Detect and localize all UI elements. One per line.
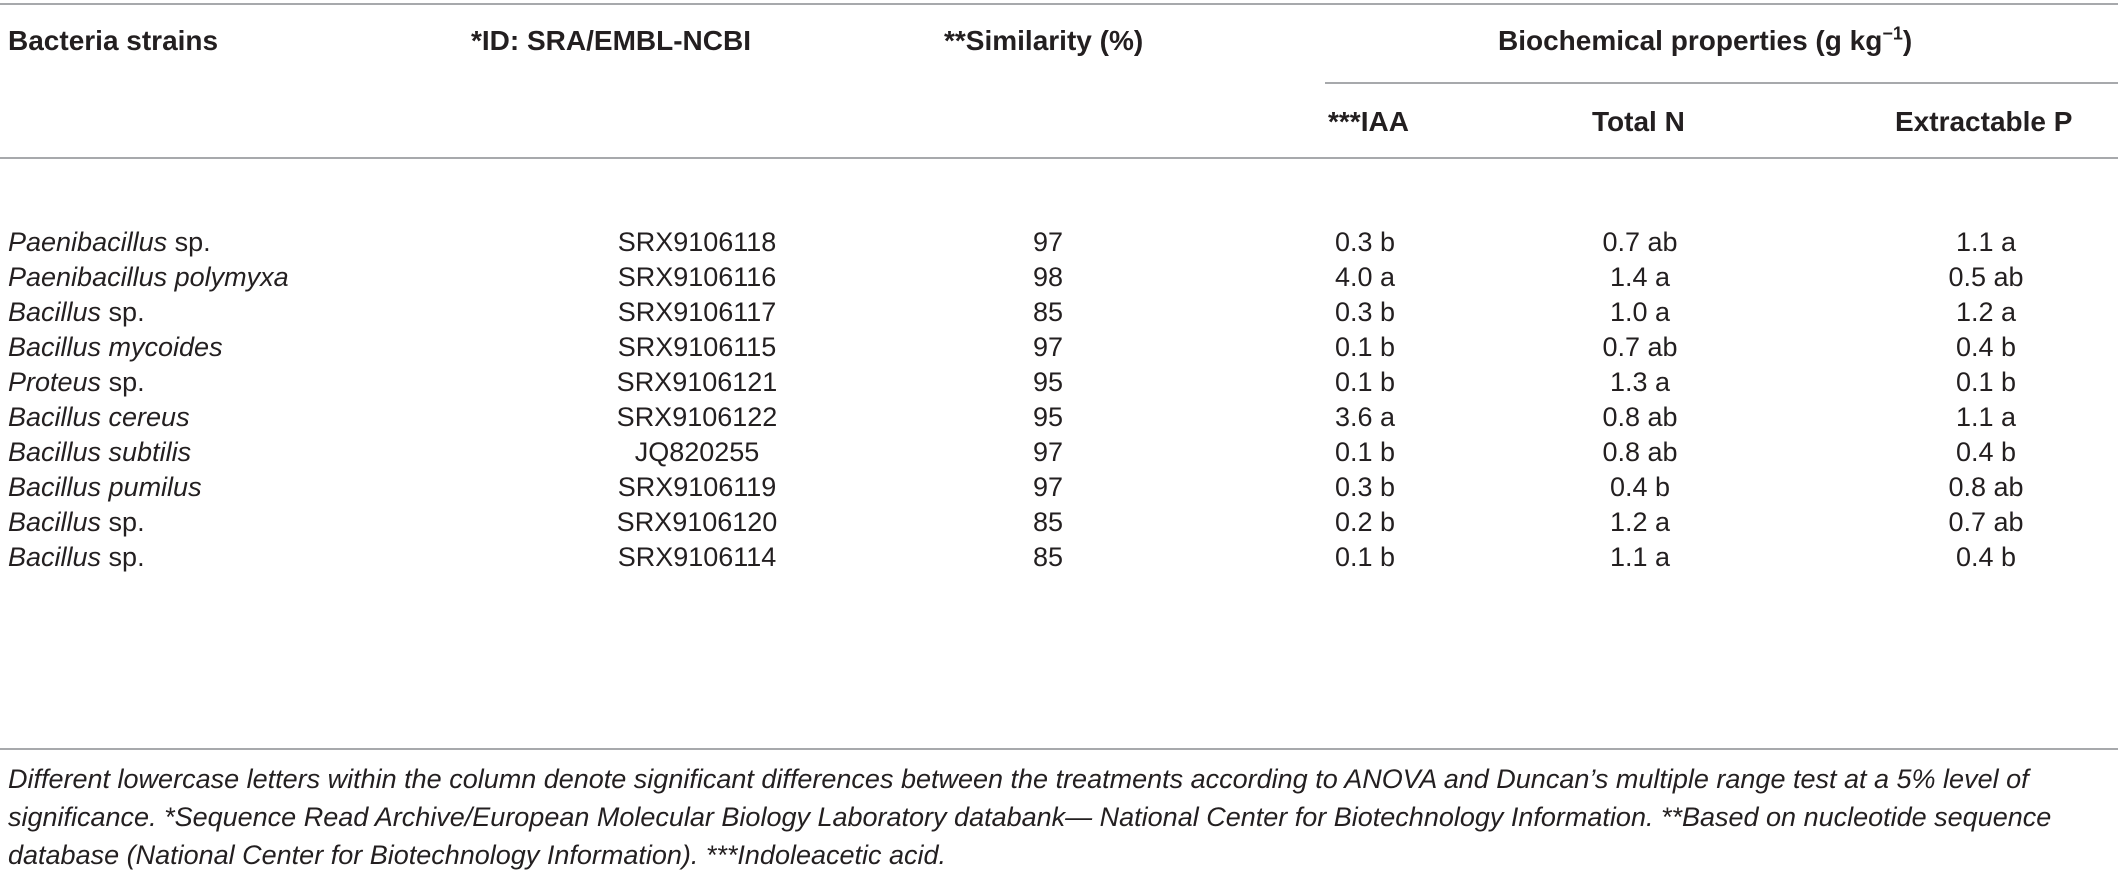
cell-id: SRX9106115 [617, 332, 777, 362]
strain-name [8, 435, 191, 469]
strain-genus: Bacillus cereus [8, 402, 190, 432]
strain-name [8, 365, 145, 399]
cell-total-n: 0.7 ab [1602, 227, 1678, 257]
cell-similarity: 98 [1032, 262, 1064, 292]
cell-id: SRX9106120 [616, 507, 778, 537]
cell-iaa: 4.0 a [1334, 262, 1396, 292]
biochem-label: Biochemical properties (g kg [1498, 25, 1883, 56]
biochem-close: ) [1902, 25, 1913, 56]
cell-extractable-p: 0.8 ab [1948, 472, 2024, 502]
cell-iaa: 3.6 a [1334, 402, 1396, 432]
cell-iaa: 0.1 b [1334, 542, 1396, 572]
strain-genus: Bacillus subtilis [8, 437, 192, 467]
strain-name [8, 295, 145, 329]
cell-extractable-p: 0.4 b [1955, 542, 2017, 572]
strain-genus: Bacillus mycoides [8, 332, 223, 362]
strain-name [8, 225, 211, 259]
header-iaa: ***IAA [1328, 106, 1409, 137]
cell-id: JQ820255 [634, 437, 760, 467]
cell-total-n: 0.4 b [1609, 472, 1671, 502]
cell-similarity: 97 [1032, 437, 1064, 467]
strain-genus: Paenibacillus [8, 227, 168, 257]
cell-id: SRX9106118 [617, 227, 777, 257]
top-rule [0, 3, 2118, 5]
cell-similarity: 85 [1032, 542, 1064, 572]
header-bottom-rule [0, 157, 2118, 159]
cell-iaa: 0.3 b [1334, 227, 1396, 257]
strain-species: sp. [167, 227, 211, 257]
cell-extractable-p: 1.2 a [1955, 297, 2017, 327]
cell-iaa: 0.1 b [1334, 437, 1396, 467]
cell-total-n: 1.1 a [1609, 542, 1671, 572]
cell-total-n: 1.3 a [1609, 367, 1671, 397]
cell-total-n: 1.4 a [1609, 262, 1671, 292]
cell-similarity: 95 [1032, 402, 1064, 432]
cell-extractable-p: 1.1 a [1955, 227, 2017, 257]
strain-name [8, 540, 145, 574]
cell-extractable-p: 0.4 b [1955, 437, 2017, 467]
strain-name [8, 330, 223, 364]
cell-similarity: 95 [1032, 367, 1064, 397]
cell-similarity: 85 [1032, 297, 1064, 327]
header-id: *ID: SRA/EMBL-NCBI [471, 25, 751, 56]
cell-iaa: 0.2 b [1334, 507, 1396, 537]
cell-iaa: 0.1 b [1334, 367, 1396, 397]
cell-iaa: 0.3 b [1334, 472, 1396, 502]
cell-extractable-p: 0.1 b [1955, 367, 2017, 397]
header-bacteria-strains: Bacteria strains [8, 25, 219, 56]
strain-name [8, 400, 190, 434]
cell-extractable-p: 0.7 ab [1948, 507, 2024, 537]
strain-genus: Paenibacillus polymyxa [8, 262, 289, 292]
table-bottom-rule [0, 748, 2118, 750]
cell-extractable-p: 1.1 a [1955, 402, 2017, 432]
strain-name [8, 505, 145, 539]
strain-genus: Bacillus [8, 297, 102, 327]
strain-species: sp. [101, 297, 145, 327]
strain-species: sp. [101, 367, 145, 397]
cell-total-n: 0.7 ab [1602, 332, 1678, 362]
table-footnote: Different lowercase letters within the column denote significant differences between the treatments according to ANOVA and Duncan’s multiple range test at a 5% level of significance. *Sequence Read Archive/European Molecular Biology Laboratory databank— National Center for Biotechnology Information. **Based on nucleotide sequence database (National Center for Biotechnology Information). ***Indoleacetic acid. [8, 764, 2052, 870]
cell-total-n: 1.2 a [1609, 507, 1671, 537]
cell-iaa: 0.1 b [1334, 332, 1396, 362]
cell-total-n: 0.8 ab [1602, 402, 1678, 432]
cell-id: SRX9106116 [617, 262, 777, 292]
strain-genus: Bacillus pumilus [8, 472, 202, 502]
header-biochemical-properties [1498, 24, 1912, 58]
cell-total-n: 1.0 a [1609, 297, 1671, 327]
cell-extractable-p: 0.4 b [1955, 332, 2017, 362]
cell-id: SRX9106121 [616, 367, 778, 397]
cell-id: SRX9106119 [617, 472, 777, 502]
biochem-exponent: −1 [1882, 23, 1903, 44]
cell-similarity: 97 [1032, 332, 1064, 362]
cell-extractable-p: 0.5 ab [1948, 262, 2024, 292]
strain-name [8, 470, 202, 504]
cell-similarity: 97 [1032, 227, 1064, 257]
header-similarity: **Similarity (%) [944, 25, 1144, 56]
header-total-n: Total N [1592, 106, 1685, 137]
cell-id: SRX9106117 [617, 297, 777, 327]
header-extractable-p: Extractable P [1895, 106, 2073, 137]
cell-total-n: 0.8 ab [1602, 437, 1678, 467]
cell-id: SRX9106122 [616, 402, 778, 432]
strain-genus: Bacillus [8, 542, 102, 572]
strain-genus: Bacillus [8, 507, 102, 537]
cell-similarity: 85 [1032, 507, 1064, 537]
strain-species: sp. [101, 507, 145, 537]
cell-iaa: 0.3 b [1334, 297, 1396, 327]
strain-name [8, 260, 289, 294]
biochem-group-rule [1325, 82, 2118, 84]
cell-similarity: 97 [1032, 472, 1064, 502]
strain-species: sp. [101, 542, 145, 572]
strain-genus: Proteus [8, 367, 102, 397]
cell-id: SRX9106114 [617, 542, 777, 572]
